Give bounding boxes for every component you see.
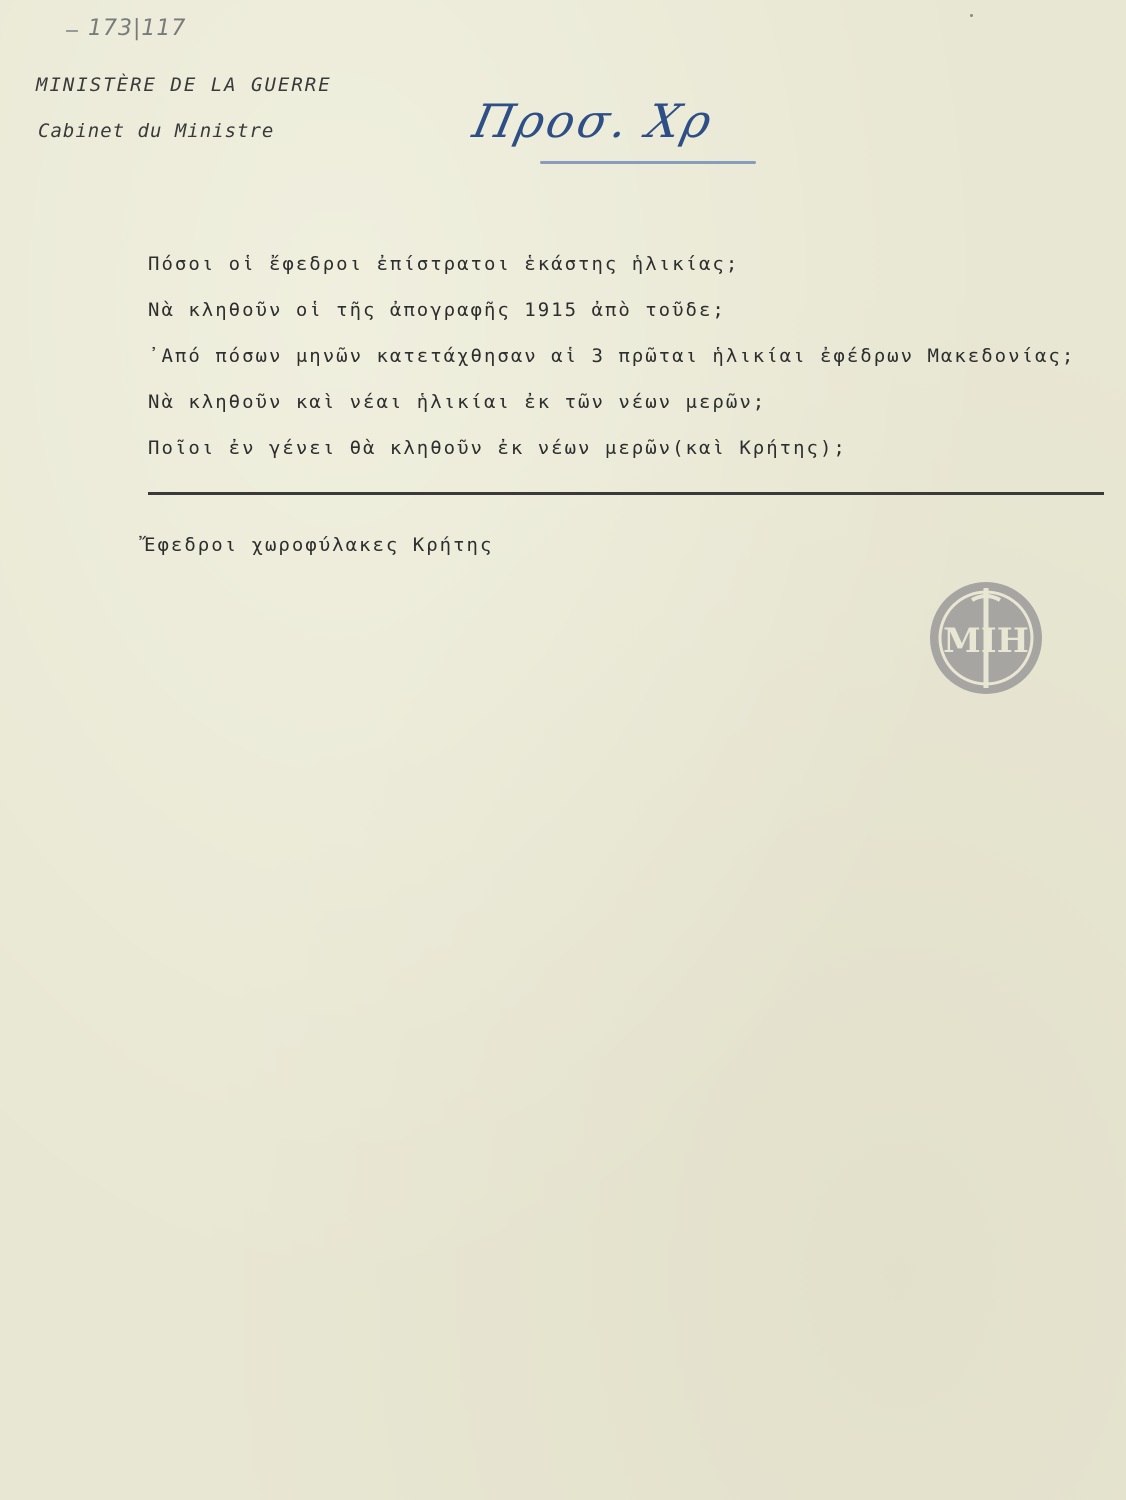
question-item: Ποῖοι ἐν γένει θὰ κληθοῦν ἐκ νέων μερῶν(καὶ Κρήτης); (148, 437, 847, 459)
question-list (148, 246, 1075, 476)
ministry-heading: MINISTÈRE DE LA GUERRE (36, 74, 332, 96)
archive-ref-dash (66, 30, 78, 32)
question-item: ᾽Από πόσων μηνῶν κατετάχθησαν αἱ 3 πρῶται ἡλικίαι ἐφέδρων Μακεδονίας; (148, 345, 1076, 367)
paper-speck (970, 14, 973, 17)
handwritten-annotation: Προσ. Χρ (468, 94, 720, 148)
cabinet-subheading: Cabinet du Ministre (38, 120, 275, 142)
note-line: Ἔφεδροι χωροφύλακες Κρήτης (144, 534, 494, 556)
horizontal-divider (148, 492, 1104, 495)
question-item: Νὰ κληθοῦν καὶ νέαι ἡλικίαι ἐκ τῶν νέων μερῶν; (148, 391, 767, 413)
question-item: Νὰ κληθοῦν οἱ τῆς ἀπογραφῆς 1915 ἀπὸ τοῦδε; (148, 299, 726, 321)
archive-reference: 173|117 (88, 16, 187, 41)
question-item: Πόσοι οἱ ἔφεδροι ἐπίστρατοι ἑκάστης ἡλικίας; (148, 253, 740, 275)
handwritten-underline (540, 161, 756, 164)
archive-seal-icon (926, 578, 1046, 698)
stamp-letters: ΜΙΗ (943, 621, 1029, 661)
